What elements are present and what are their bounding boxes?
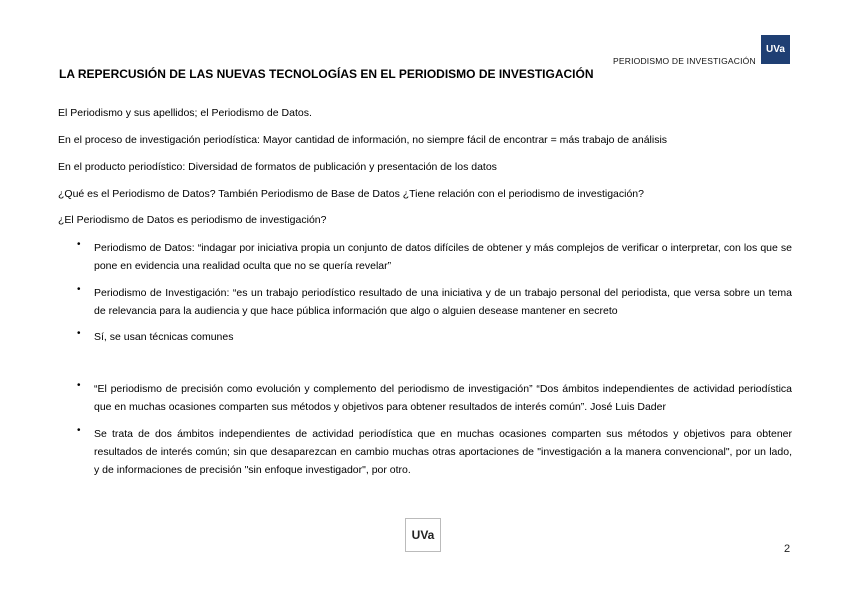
bullet-text: “El periodismo de precisión como evolución y complemento del periodismo de investigación” “Dos ámbitos independientes de actividad periodística que en muchas ocasiones comparten sus métodos y objetivos para obtener resultados de interés común”. José Luis Dader xyxy=(94,383,792,413)
bullet-text: Sí, se usan técnicas comunes xyxy=(94,331,234,343)
bullet-item xyxy=(77,425,792,479)
bullet-item xyxy=(77,284,792,320)
page-number: 2 xyxy=(784,543,791,555)
bullet-symbol: • xyxy=(77,328,81,339)
bullet-symbol: • xyxy=(77,425,81,436)
paragraph-5: ¿El Periodismo de Datos es periodismo de investigación? xyxy=(58,214,327,226)
bullet-text: Periodismo de Datos: “indagar por iniciativa propia un conjunto de datos difíciles de obtener y más complejos de verificar o interpretar, con los que se pone en evidencia una realidad oculta que no se quería revelar” xyxy=(94,242,792,272)
paragraph-1: El Periodismo y sus apellidos; el Periodismo de Datos. xyxy=(58,107,312,119)
paragraph-4: ¿Qué es el Periodismo de Datos? También Periodismo de Base de Datos ¿Tiene relación con el periodismo de investigación? xyxy=(58,188,644,200)
paragraph-3: En el producto periodístico: Diversidad de formatos de publicación y presentación de los datos xyxy=(58,161,497,173)
header-label: PERIODISMO DE INVESTIGACIÓN xyxy=(613,56,756,66)
bullet-symbol: • xyxy=(77,284,81,295)
uva-logo-footer: UVa xyxy=(405,518,441,552)
bullet-item xyxy=(77,380,792,416)
bullet-item xyxy=(77,328,792,346)
uva-logo-header: UVa xyxy=(761,35,790,64)
bullet-symbol: • xyxy=(77,380,81,391)
document-title: LA REPERCUSIÓN DE LAS NUEVAS TECNOLOGÍAS EN EL PERIODISMO DE INVESTIGACIÓN xyxy=(59,67,594,81)
bullet-text: Periodismo de Investigación: “es un trabajo periodístico resultado de una iniciativa y de un trabajo personal del periodista, que versa sobre un tema de relevancia para la audiencia y que hace pública información que algo o alguien desease mantener en secreto xyxy=(94,287,792,317)
bullet-text: Se trata de dos ámbitos independientes de actividad periodística que en muchas ocasiones comparten sus métodos y objetivos para obtener resultados de interés común; sin que desaparezcan en cambio muchas otras aportaciones de "investigación a la manera convencional", por un lado, y de informaciones de precisión "sin enfoque investigador", por otro. xyxy=(94,428,792,476)
bullet-symbol: • xyxy=(77,239,81,250)
bullet-item xyxy=(77,239,792,275)
paragraph-2: En el proceso de investigación periodística: Mayor cantidad de información, no siempre fácil de encontrar = más trabajo de análisis xyxy=(58,134,668,146)
